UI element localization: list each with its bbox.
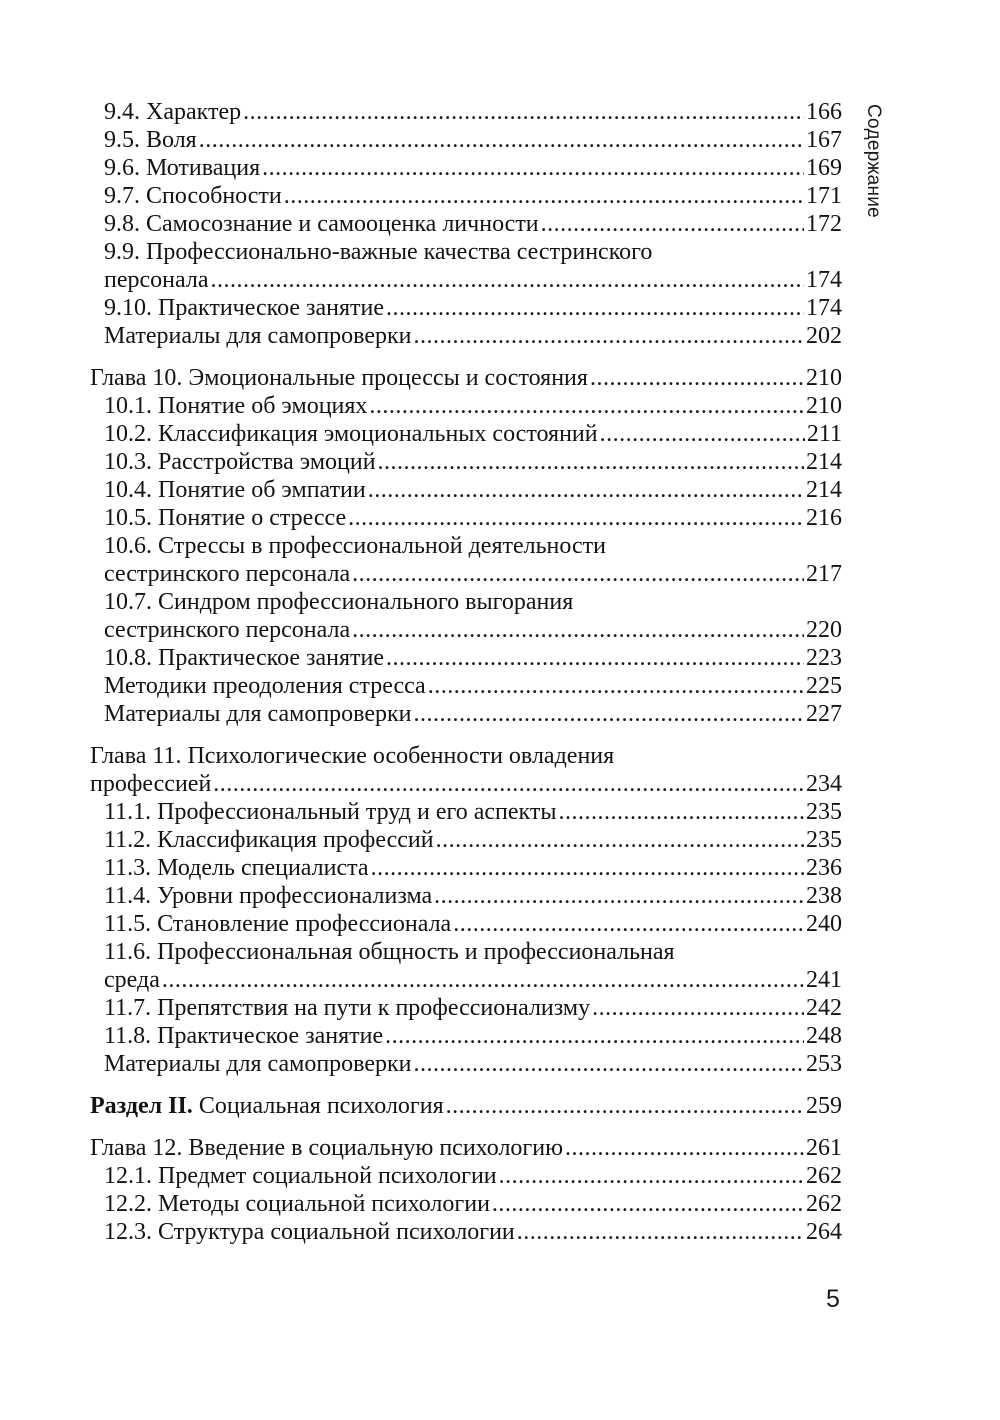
toc-entry-text: Глава 11. Психологические особенности овладения — [90, 743, 615, 769]
toc-entry-text: 10.6. Стрессы в профессиональной деятельности — [104, 533, 606, 559]
toc-section-entry — [90, 1162, 842, 1190]
toc-section-entry — [90, 798, 842, 826]
toc-entry-title — [104, 476, 366, 504]
dot-leader — [352, 560, 804, 588]
toc-entry-title — [104, 798, 557, 826]
toc-section-entry — [90, 126, 842, 154]
toc-entry-title — [104, 994, 590, 1022]
toc-page-number: 238 — [806, 883, 842, 909]
toc-entry-title — [104, 322, 412, 350]
toc-page-number: 235 — [806, 799, 842, 825]
toc-page-number: 241 — [806, 967, 842, 993]
toc-entry-text: Материалы для самопроверки — [104, 323, 412, 349]
dot-leader — [565, 1134, 804, 1162]
toc-section-entry — [90, 322, 842, 350]
dot-leader — [414, 1050, 804, 1078]
toc-section-entry — [90, 672, 842, 700]
toc-entry-text: Материалы для самопроверки — [104, 1051, 412, 1077]
toc-entry-text: Материалы для самопроверки — [104, 701, 412, 727]
dot-leader — [262, 154, 804, 182]
toc-entry-title — [104, 294, 384, 322]
toc-entry-text: 10.5. Понятие о стрессе — [104, 505, 347, 531]
toc-entry-title — [90, 1134, 563, 1162]
toc-entry-title — [90, 742, 614, 770]
toc-entry-text: 9.10. Практическое занятие — [104, 295, 385, 321]
dot-leader — [369, 392, 804, 420]
toc-entry-title — [104, 1050, 412, 1078]
toc-chapter-entry — [90, 1092, 842, 1120]
toc-entry-title — [104, 882, 432, 910]
toc-entry-text: 11.7. Препятствия на пути к профессионализму — [104, 995, 591, 1021]
toc-page-number: 227 — [806, 701, 842, 727]
toc-entry-text: 10.2. Классификация эмоциональных состояний — [104, 421, 598, 447]
toc-page-number: 214 — [806, 449, 842, 475]
toc-page-number: 217 — [806, 561, 842, 587]
dot-leader — [199, 126, 804, 154]
dot-leader — [348, 504, 804, 532]
toc-page-number: 210 — [806, 393, 842, 419]
dot-leader — [436, 826, 804, 854]
toc-entry-text: персонала — [104, 267, 209, 293]
dot-leader — [517, 1218, 804, 1246]
toc-entry-title — [104, 238, 652, 266]
toc-entry-title — [104, 266, 208, 294]
toc-page-number: 242 — [806, 995, 842, 1021]
toc-page-number: 262 — [806, 1191, 842, 1217]
toc-page-number: 253 — [806, 1051, 842, 1077]
toc-entry-text: Глава 12. Введение в социальную психологию — [90, 1135, 564, 1161]
table-of-contents — [90, 98, 842, 1246]
toc-entry-text: 10.1. Понятие об эмоциях — [104, 393, 368, 419]
toc-entry-title — [104, 1162, 497, 1190]
running-head: Содержание — [863, 104, 884, 219]
toc-section-entry — [90, 294, 842, 322]
toc-entry-title — [104, 210, 539, 238]
toc-entry-title — [104, 560, 350, 588]
dot-leader — [378, 448, 804, 476]
toc-entry-title — [104, 1218, 515, 1246]
toc-page-number: 202 — [806, 323, 842, 349]
toc-page-number: 262 — [806, 1163, 842, 1189]
toc-entry-title — [104, 182, 282, 210]
toc-entry-title — [104, 938, 675, 966]
toc-section-entry — [90, 98, 842, 126]
toc-chapter-entry — [90, 1134, 842, 1162]
dot-leader — [414, 322, 804, 350]
toc-page-number: 235 — [806, 827, 842, 853]
toc-entry-text: 10.7. Синдром профессионального выгорания — [104, 589, 574, 615]
toc-page-number: 171 — [806, 183, 842, 209]
toc-section-entry — [90, 448, 842, 476]
toc-entry-text: 11.6. Профессиональная общность и профессиональная — [104, 939, 675, 965]
toc-entry-text: 9.9. Профессионально-важные качества сестринского — [104, 239, 653, 265]
toc-entry-title — [104, 1022, 383, 1050]
toc-page-number: 264 — [806, 1219, 842, 1245]
dot-leader — [453, 910, 804, 938]
dot-leader — [590, 364, 804, 392]
toc-entry-text: 9.4. Характер — [104, 99, 242, 125]
toc-section-entry — [90, 266, 842, 294]
toc-section-entry — [90, 210, 842, 238]
toc-section-entry — [90, 644, 842, 672]
toc-entry-title — [104, 126, 197, 154]
toc-section-entry — [90, 238, 842, 266]
toc-entry-text: 10.3. Расстройства эмоций — [104, 449, 376, 475]
toc-chapter-entry — [90, 770, 842, 798]
toc-section-entry — [90, 994, 842, 1022]
toc-entry-title — [90, 770, 211, 798]
toc-entry-text: 9.8. Самосознание и самооценка личности — [104, 211, 539, 237]
toc-page-number: 225 — [806, 673, 842, 699]
toc-section-entry — [90, 882, 842, 910]
toc-page-number: 259 — [806, 1093, 842, 1119]
dot-leader — [210, 266, 804, 294]
toc-section-entry — [90, 826, 842, 854]
toc-section-entry — [90, 182, 842, 210]
toc-entry-text: 9.6. Мотивация — [104, 155, 261, 181]
dot-leader — [243, 98, 804, 126]
dot-leader — [162, 966, 804, 994]
toc-entry-title — [104, 448, 376, 476]
dot-leader — [386, 644, 804, 672]
toc-entry-text: 12.2. Методы социальной психологии — [104, 1191, 490, 1217]
toc-page-number: 174 — [806, 267, 842, 293]
toc-entry-title — [104, 854, 369, 882]
toc-page-number: 211 — [806, 421, 842, 447]
toc-entry-text: среда — [104, 967, 160, 993]
toc-page-number: 234 — [806, 771, 842, 797]
toc-entry-text: 12.1. Предмет социальной психологии — [104, 1163, 497, 1189]
dot-leader — [284, 182, 804, 210]
toc-entry-text: 11.1. Профессиональный труд и его аспекты — [104, 799, 557, 825]
toc-section-entry — [90, 392, 842, 420]
toc-entry-title — [104, 700, 412, 728]
toc-section-entry — [90, 560, 842, 588]
toc-section-entry — [90, 854, 842, 882]
toc-entry-title — [104, 966, 160, 994]
toc-section-entry — [90, 1050, 842, 1078]
toc-entry-text: 10.8. Практическое занятие — [104, 645, 385, 671]
toc-section-entry — [90, 1218, 842, 1246]
toc-section-entry — [90, 588, 842, 616]
toc-section-entry — [90, 532, 842, 560]
toc-entry-text: сестринского персонала — [104, 617, 351, 643]
toc-section-entry — [90, 616, 842, 644]
dot-leader — [414, 700, 804, 728]
toc-entry-title — [104, 154, 260, 182]
dot-leader — [592, 994, 804, 1022]
toc-entry-text: 12.3. Структура социальной психологии — [104, 1219, 515, 1245]
dot-leader — [499, 1162, 804, 1190]
toc-entry-text: 11.2. Классификация профессий — [104, 827, 434, 853]
toc-entry-title — [90, 364, 588, 392]
toc-entry-text: 11.3. Модель специалиста — [104, 855, 369, 881]
toc-entry-text: 10.4. Понятие об эмпатии — [104, 477, 366, 503]
dot-leader — [446, 1092, 804, 1120]
toc-page-number: 210 — [806, 365, 842, 391]
toc-entry-text: 11.5. Становление профессионала — [104, 911, 452, 937]
toc-page-number: 220 — [806, 617, 842, 643]
toc-page-number: 167 — [806, 127, 842, 153]
toc-page-number: 261 — [806, 1135, 842, 1161]
toc-entry-title — [90, 1092, 444, 1120]
toc-entry-text: 9.7. Способности — [104, 183, 282, 209]
toc-page-number: 174 — [806, 295, 842, 321]
dot-leader — [428, 672, 804, 700]
toc-page-number: 216 — [806, 505, 842, 531]
toc-entry-title — [104, 392, 367, 420]
toc-entry-title — [104, 910, 451, 938]
toc-section-entry — [90, 504, 842, 532]
toc-section-entry — [90, 700, 842, 728]
toc-entry-title — [104, 532, 606, 560]
toc-entry-text: Глава 10. Эмоциональные процессы и состояния — [90, 365, 588, 391]
dot-leader — [386, 294, 804, 322]
toc-entry-title — [104, 504, 346, 532]
dot-leader — [559, 798, 805, 826]
toc-page-number: 248 — [806, 1023, 842, 1049]
toc-section-entry — [90, 1190, 842, 1218]
dot-leader — [385, 1022, 804, 1050]
toc-entry-title — [104, 826, 434, 854]
toc-entry-text: Методики преодоления стресса — [104, 673, 426, 699]
toc-section-entry — [90, 154, 842, 182]
toc-entry-title — [104, 672, 426, 700]
toc-entry-bold-prefix: Раздел II. — [90, 1093, 193, 1119]
toc-page-number: 166 — [806, 99, 842, 125]
dot-leader — [434, 882, 804, 910]
toc-section-entry — [90, 938, 842, 966]
toc-entry-title — [104, 420, 598, 448]
toc-entry-text: сестринского персонала — [104, 561, 351, 587]
toc-page-number: 236 — [806, 855, 842, 881]
toc-entry-title — [104, 644, 384, 672]
page-number: 5 — [826, 1285, 840, 1313]
toc-section-entry — [90, 966, 842, 994]
toc-entry-text: 11.8. Практическое занятие — [104, 1023, 384, 1049]
dot-leader — [371, 854, 804, 882]
dot-leader — [541, 210, 804, 238]
toc-entry-text: профессией — [90, 771, 212, 797]
toc-section-entry — [90, 420, 842, 448]
toc-page-number: 240 — [806, 911, 842, 937]
toc-entry-text: 9.5. Воля — [104, 127, 197, 153]
dot-leader — [352, 616, 804, 644]
toc-section-entry — [90, 1022, 842, 1050]
dot-leader — [492, 1190, 804, 1218]
toc-entry-title — [104, 1190, 490, 1218]
toc-section-entry — [90, 910, 842, 938]
toc-entry-title — [104, 588, 573, 616]
toc-chapter-entry — [90, 742, 842, 770]
toc-page-number: 214 — [806, 477, 842, 503]
toc-page-number: 169 — [806, 155, 842, 181]
toc-entry-text: 11.4. Уровни профессионализма — [104, 883, 433, 909]
toc-entry-title — [104, 98, 241, 126]
toc-section-entry — [90, 476, 842, 504]
dot-leader — [213, 770, 804, 798]
toc-page-number: 223 — [806, 645, 842, 671]
toc-page-number: 172 — [806, 211, 842, 237]
toc-entry-text: Социальная психология — [192, 1093, 444, 1119]
toc-chapter-entry — [90, 364, 842, 392]
dot-leader — [368, 476, 804, 504]
toc-entry-title — [104, 616, 350, 644]
dot-leader — [600, 420, 805, 448]
